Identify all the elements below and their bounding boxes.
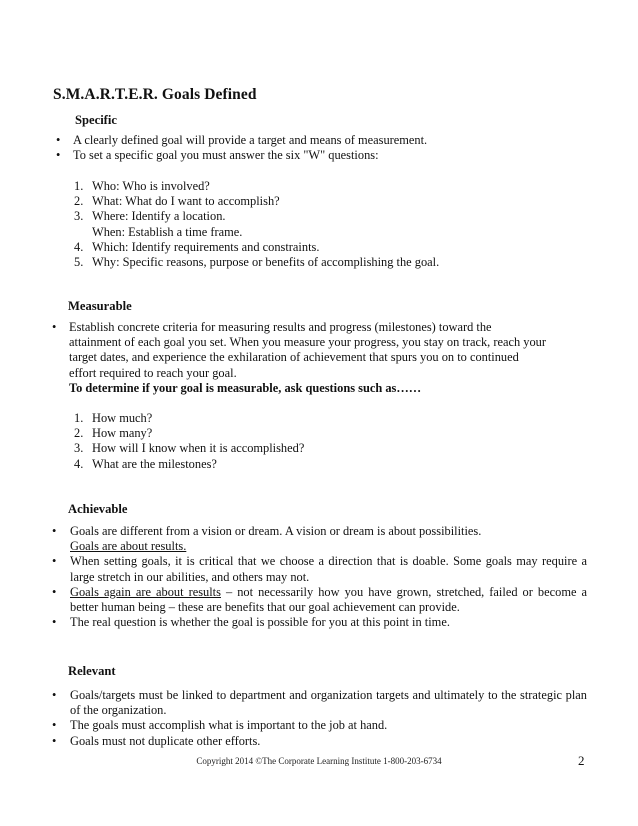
achievable-bullets (52, 524, 587, 630)
item-number: 2. (74, 194, 84, 209)
list-item: • Goals must not duplicate other efforts. (52, 734, 587, 749)
list-item: • A clearly defined goal will provide a target and means of measurement. (56, 133, 596, 148)
paragraph-line: attainment of each goal you set. When you measure your progress, you stay on track, reach your (69, 335, 547, 350)
item-text: Why: Specific reasons, purpose or benefits of accomplishing the goal. (92, 255, 440, 270)
relevant-heading: Relevant (68, 664, 116, 678)
paragraph-line: target dates, and experience the exhilaration of achievement that spurs you on to continued (69, 350, 519, 365)
item-text: How will I know when it is accomplished? (92, 441, 305, 456)
measurable-heading: Measurable (68, 299, 132, 313)
list-item: • The goals must accomplish what is important to the job at hand. (52, 718, 587, 733)
list-item (52, 585, 587, 615)
list-item (74, 457, 595, 472)
item-number: 4. (74, 456, 84, 471)
item-text: When: Establish a time frame. (92, 224, 243, 239)
list-item (52, 524, 587, 554)
item-text: – not necessarily how you have grown, stretched, failed or become a better human being – these are benefits that our goal achievement can provide. (70, 584, 587, 615)
item-number: 2. (74, 426, 84, 441)
item-number: 1. (74, 411, 84, 425)
item-text: What: What do I want to accomplish? (92, 194, 280, 209)
measurable-questions (55, 411, 595, 472)
item-number: 5. (74, 255, 84, 270)
item-number: 3. (74, 209, 84, 224)
list-item (74, 411, 595, 426)
item-number: 1. (74, 179, 84, 193)
item-text-underlined: Goals are about results. (70, 539, 187, 554)
relevant-bullets (52, 688, 587, 749)
list-item (74, 209, 595, 224)
list-item: • When setting goals, it is critical that we choose a direction that is doable. Some goals may require a large stretch in our abilities, and others may not. (52, 554, 587, 584)
item-text: How much? (92, 411, 153, 425)
list-item (52, 320, 597, 396)
item-text: Which: Identify requirements and constraints. (92, 239, 320, 254)
achievable-heading: Achievable (68, 502, 128, 516)
list-item (74, 225, 595, 240)
list-item: • To set a specific goal you must answer the six "W" questions: (56, 148, 596, 163)
item-text: Where: Identify a location. (92, 209, 226, 224)
item-text: How many? (92, 426, 153, 441)
measurable-prompt: To determine if your goal is measurable, ask questions such as…… (69, 380, 422, 395)
list-item (74, 194, 595, 209)
list-item (74, 240, 595, 255)
page-title: S.M.A.R.T.E.R. Goals Defined (53, 86, 257, 103)
page-number: 2 (578, 753, 585, 768)
footer-copyright: Copyright 2014 ©The Corporate Learning Institute 1-800-203-6734 (196, 756, 442, 766)
list-item (74, 441, 595, 456)
item-text-underlined: Goals again are about results (70, 584, 221, 599)
specific-heading: Specific (75, 113, 117, 127)
item-text: Who: Who is involved? (92, 179, 210, 193)
list-item (74, 179, 595, 194)
list-item: • Goals/targets must be linked to department and organization targets and ultimately to the strategic plan of the organization. (52, 688, 587, 718)
item-number: 4. (74, 239, 84, 254)
paragraph-line: • Establish concrete criteria for measuring results and progress (milestones) toward the (69, 320, 492, 334)
specific-bullets (56, 133, 596, 163)
list-item: • The real question is whether the goal is possible for you at this point in time. (52, 615, 587, 630)
list-item (74, 426, 595, 441)
item-number: 3. (74, 441, 84, 456)
paragraph-line: effort required to reach your goal. (69, 365, 237, 380)
measurable-paragraph (52, 320, 597, 396)
list-item (74, 255, 595, 270)
item-text: What are the milestones? (92, 456, 217, 471)
item-text: • Goals are different from a vision or dream. A vision or dream is about possibilities. (70, 524, 482, 538)
specific-questions (55, 179, 595, 270)
